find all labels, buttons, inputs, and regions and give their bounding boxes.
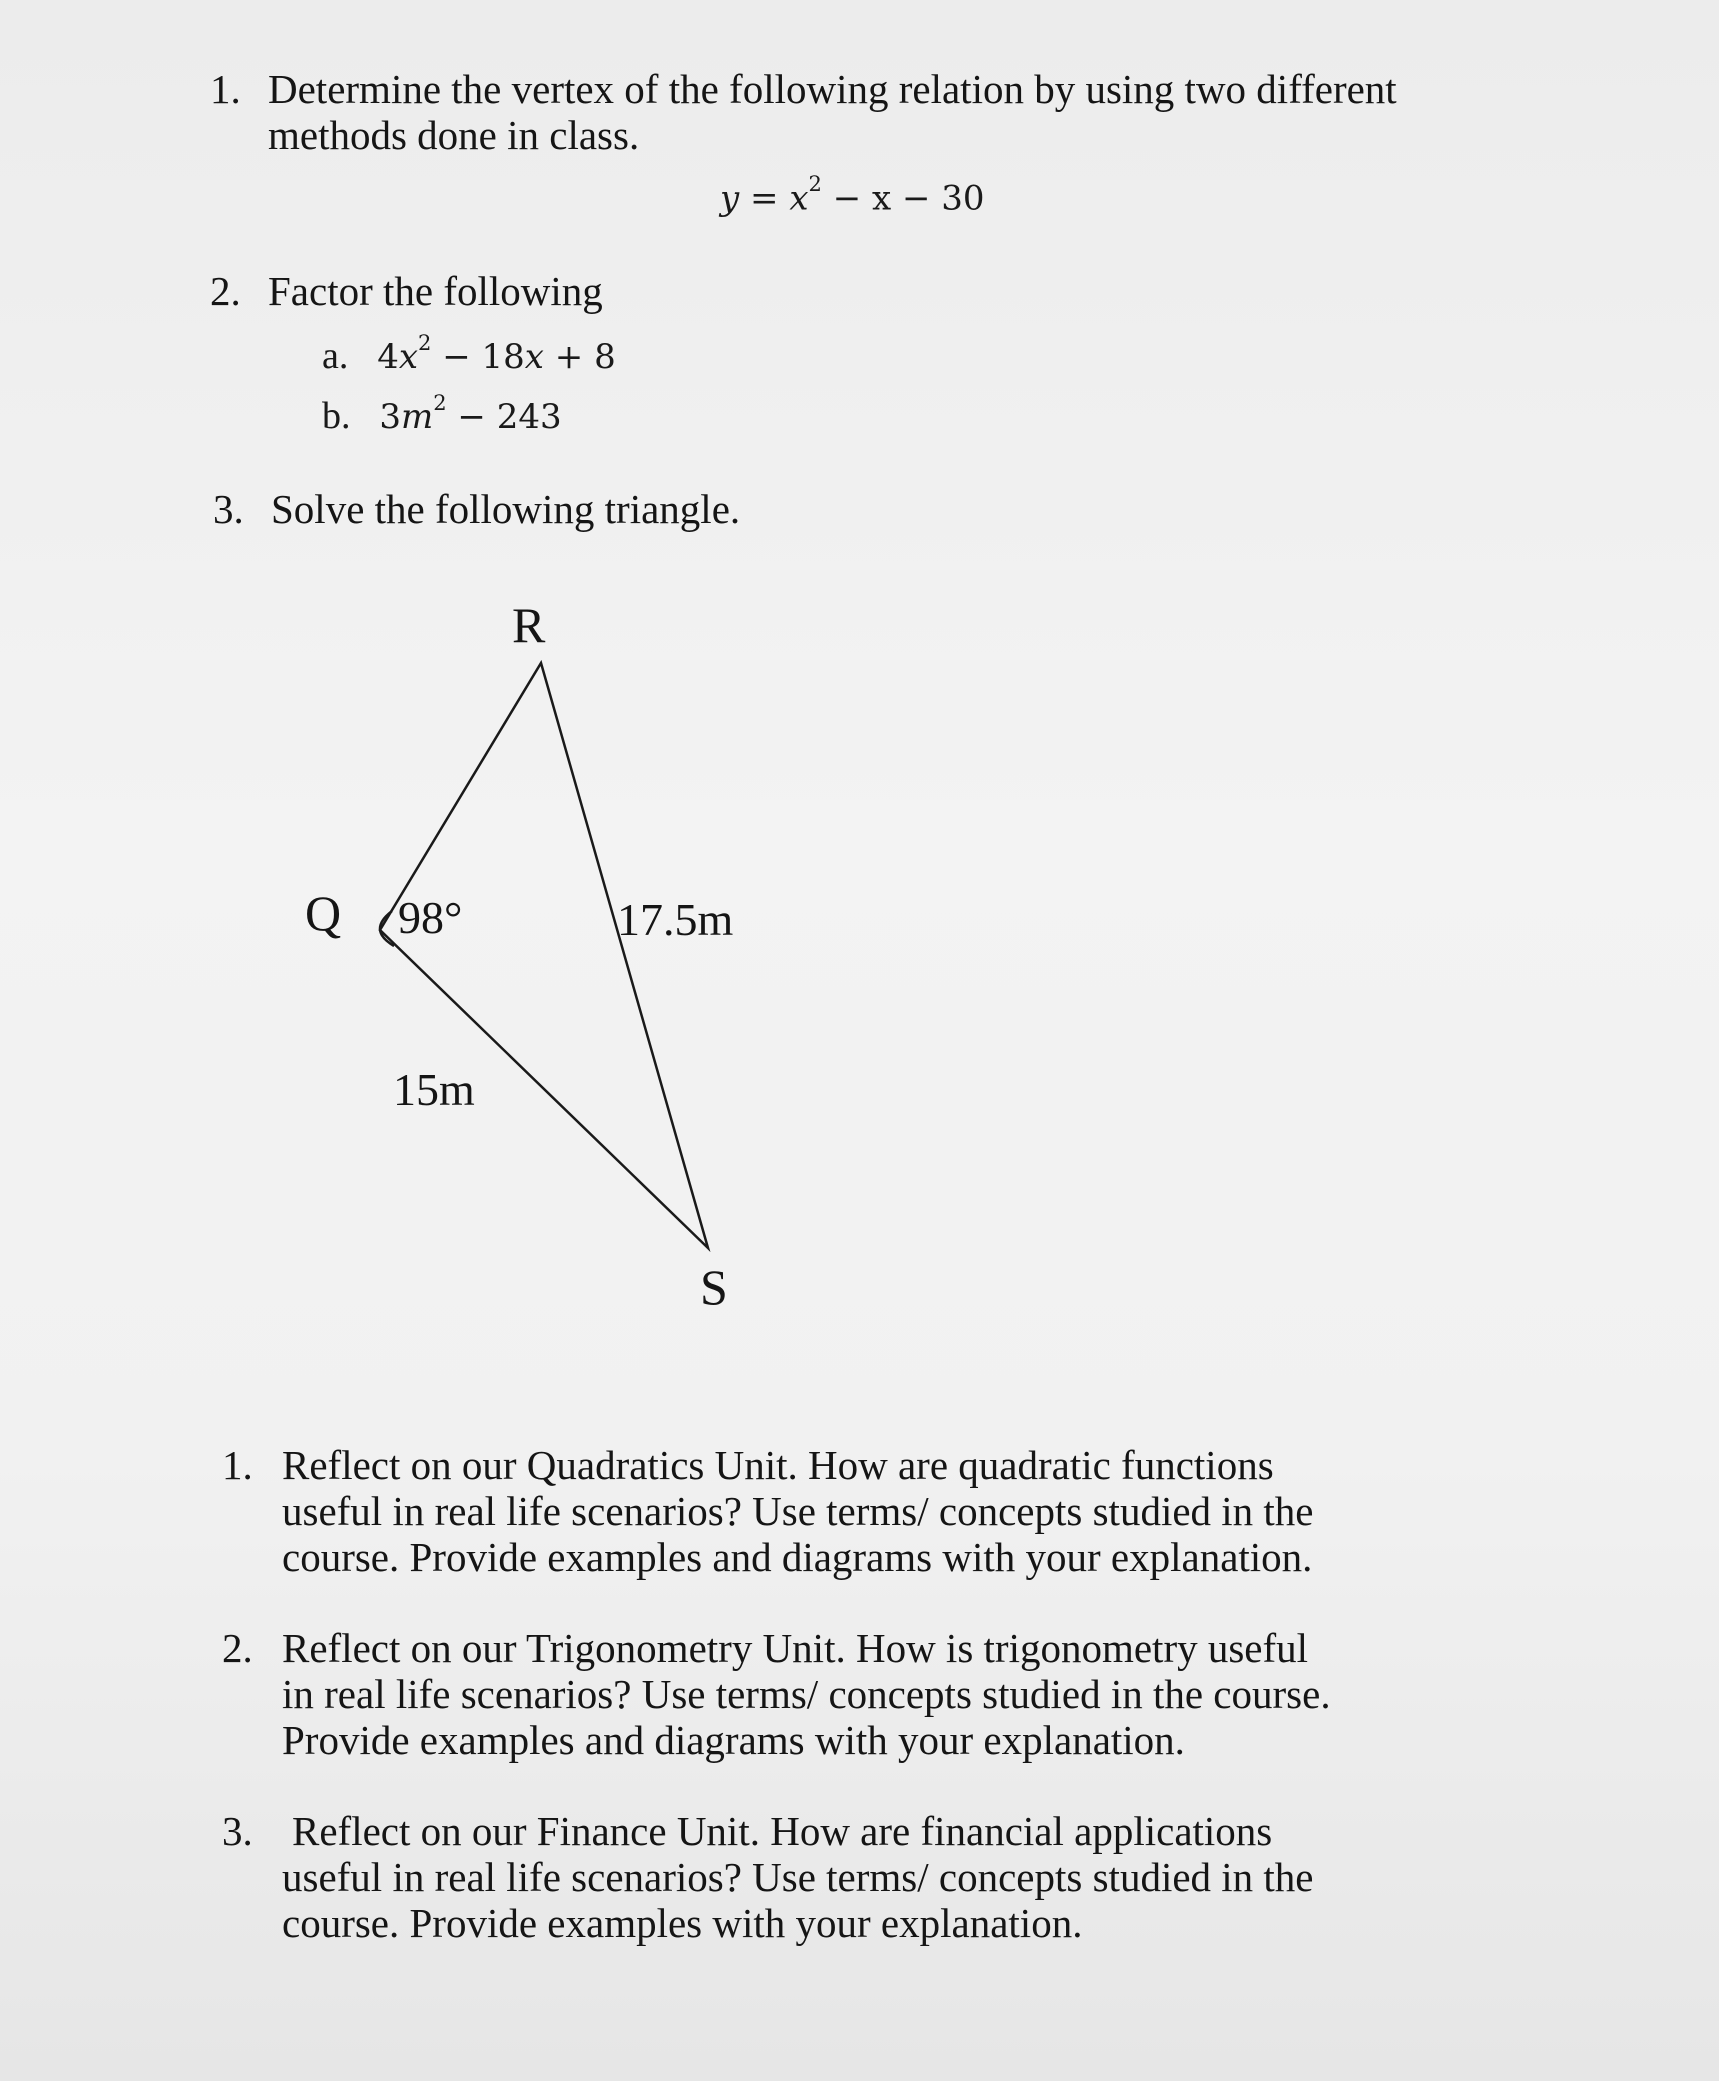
question-number: 3. xyxy=(222,1808,253,1854)
question-text: Factor the following xyxy=(268,268,603,314)
question-number: 2. xyxy=(222,1625,253,1671)
reflection-line: useful in real life scenarios? Use terms/ concepts studied in the xyxy=(282,1488,1314,1534)
vertex-label-q: Q xyxy=(305,885,342,941)
side-qs-length: 15m xyxy=(393,1064,475,1115)
question-number: 3. xyxy=(213,486,244,532)
triangle-qrs xyxy=(380,663,708,1248)
reflection-line: Provide examples and diagrams with your explanation. xyxy=(282,1717,1185,1763)
reflection-line: in real life scenarios? Use terms/ concepts studied in the course. xyxy=(282,1671,1331,1717)
reflection-line: useful in real life scenarios? Use terms/ concepts studied in the xyxy=(282,1854,1314,1900)
reflection-line: Reflect on our Finance Unit. How are financial applications xyxy=(292,1808,1273,1854)
factor-item-a: a. $4x^2 - 18x + 8$ xyxy=(322,330,616,377)
factor-item-b: b. $3m^2 - 243$ xyxy=(322,390,562,437)
angle-q-value: 98° xyxy=(398,892,463,943)
reflection-line: course. Provide examples and diagrams with your explanation. xyxy=(282,1534,1313,1580)
question-number: 1. xyxy=(222,1442,253,1488)
reflection-line: course. Provide examples with your explanation. xyxy=(282,1900,1083,1946)
question-number: 1. xyxy=(210,66,241,112)
reflection-3-finance xyxy=(222,1808,1522,1946)
question-text: Determine the vertex of the following relation by using two different methods done in class. xyxy=(268,66,1397,158)
reflection-line: Reflect on our Quadratics Unit. How are quadratic functions xyxy=(282,1442,1274,1488)
vertex-label-r: R xyxy=(512,597,546,653)
question-number: 2. xyxy=(210,268,241,314)
vertex-label-s: S xyxy=(700,1259,728,1315)
question-text: Solve the following triangle. xyxy=(271,486,741,532)
equation-vertex: $y = x^2 - x - 30$ xyxy=(720,172,985,219)
side-rs-length: 17.5m xyxy=(617,894,734,945)
reflection-2-trigonometry xyxy=(222,1625,1522,1763)
reflection-line: Reflect on our Trigonometry Unit. How is trigonometry useful xyxy=(282,1625,1309,1671)
reflection-1-quadratics xyxy=(222,1442,1522,1580)
